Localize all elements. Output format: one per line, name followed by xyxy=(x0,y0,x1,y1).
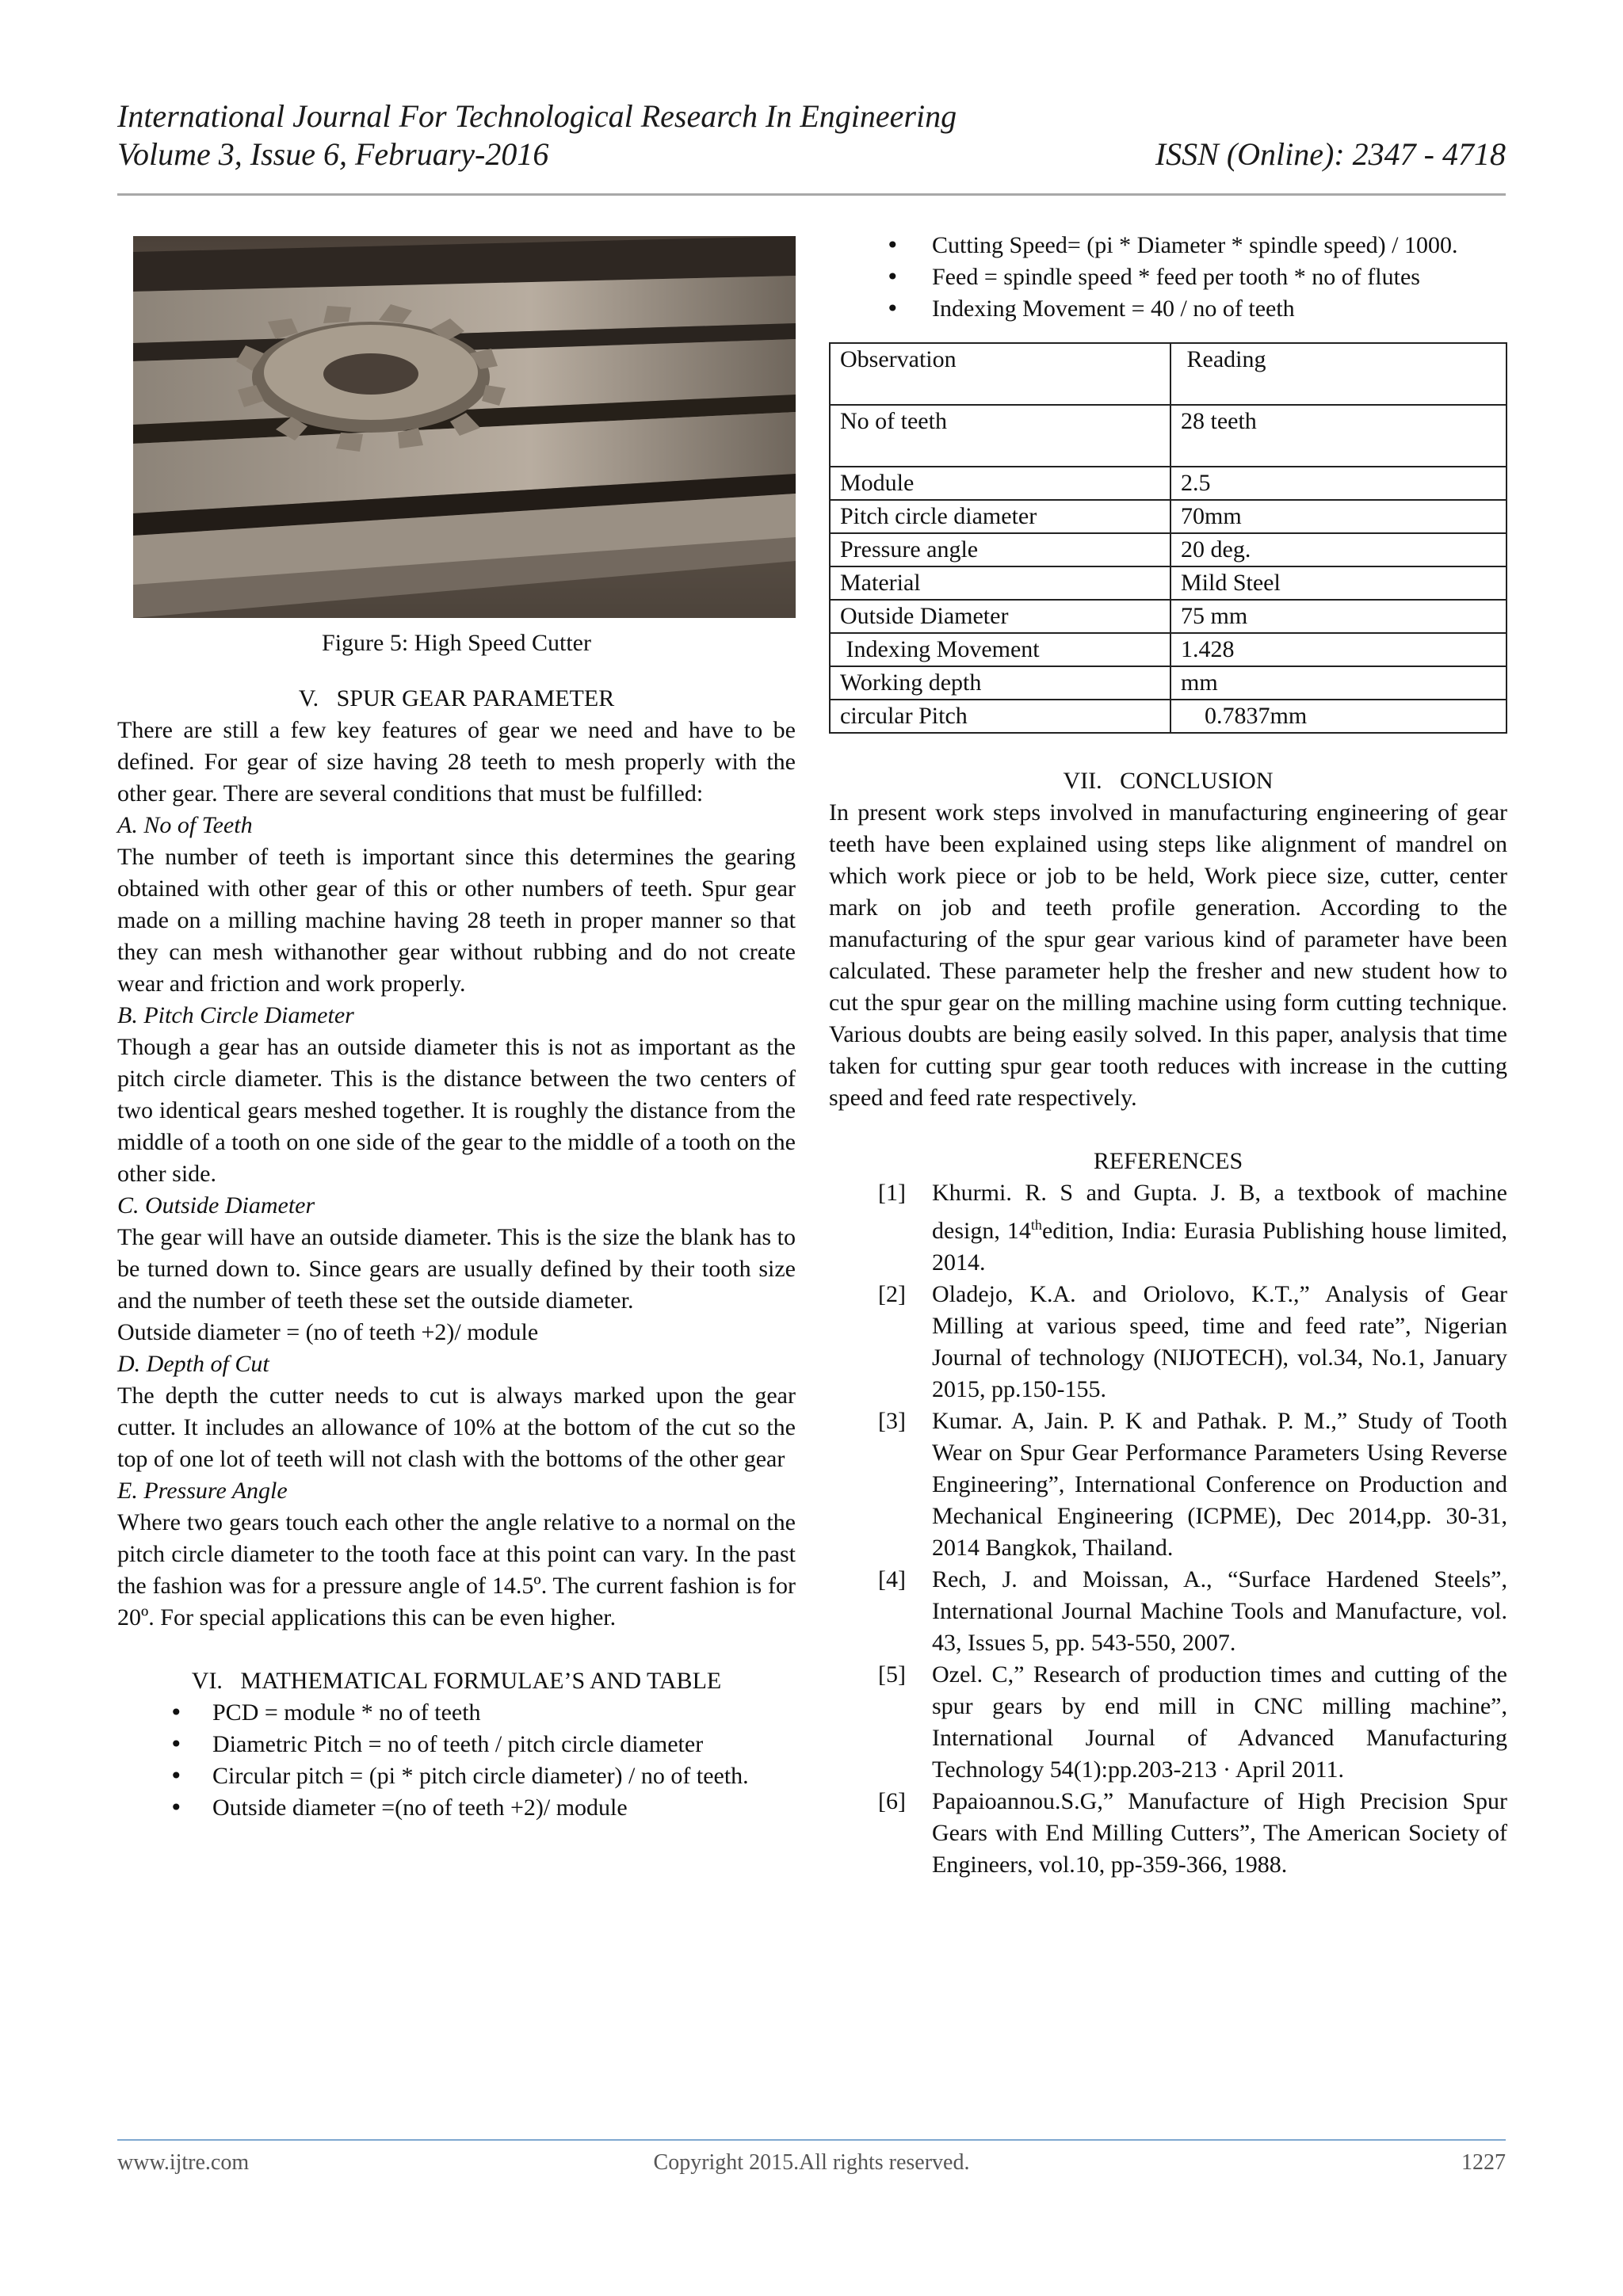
table-cell: 1.428 xyxy=(1170,633,1507,666)
reference-item xyxy=(829,1786,1507,1881)
table-cell: 20 deg. xyxy=(1170,533,1507,566)
table-cell: Outside Diameter xyxy=(830,600,1170,633)
section-heading-spur-gear: V. SPUR GEAR PARAMETER xyxy=(298,685,615,711)
formula-item: • Outside diameter =(no of teeth +2)/ module xyxy=(117,1792,796,1824)
left-column xyxy=(117,230,796,1824)
observation-table xyxy=(829,342,1507,734)
table-row xyxy=(830,666,1507,700)
reference-text: Rech, J. and Moissan, A., “Surface Hardened Steels”, International Journal Machine Tools and Manufacture, vol. 43, Issues 5, pp. 543-550, 2007. xyxy=(932,1566,1507,1656)
table-row xyxy=(830,600,1507,633)
reference-item xyxy=(829,1279,1507,1405)
formula-item: • PCD = module * no of teeth xyxy=(117,1697,796,1729)
page-number: 1227 xyxy=(1461,2150,1506,2175)
paragraph-depth-of-cut: The depth the cutter needs to cut is always marked upon the gear cutter. It includes an allowance of 10% at the bottom of the cut so the top of one lot of teeth will not clash with the bottoms of the other gear xyxy=(117,1383,796,1472)
reference-text: Oladejo, K.A. and Oriolovo, K.T.,” Analysis of Gear Milling at various speed, time and feed rate”, Nigerian Journal of technology (NIJOTECH), vol.34, No.1, January 2015, pp.150-155. xyxy=(932,1281,1507,1402)
reference-number: [2] xyxy=(878,1281,906,1307)
table-row xyxy=(830,405,1507,467)
table-cell: Pitch circle diameter xyxy=(830,500,1170,533)
paragraph-pressure-angle: Where two gears touch each other the angle relative to a normal on the pitch circle diameter to the tooth face at this point can vary. In the past the fashion was for a pressure angle of 14.5º. The current fashion is for 20º. For special applications this can be even higher. xyxy=(117,1509,796,1630)
figure-high-speed-cutter-photo xyxy=(133,236,796,618)
table-cell: circular Pitch xyxy=(830,700,1170,733)
formula-list-continued xyxy=(829,230,1507,325)
subheading-depth-of-cut: D. Depth of Cut xyxy=(117,1351,269,1377)
reference-number: [1] xyxy=(878,1180,906,1206)
table-cell: 70mm xyxy=(1170,500,1507,533)
section-heading-conclusion: VII. CONCLUSION xyxy=(1063,768,1274,794)
right-column xyxy=(829,230,1507,1881)
paragraph-outside-diameter: The gear will have an outside diameter. This is the size the blank has to be turned down to. Since gears are usually defined by their tooth size and the number of teeth these set the outside diameter. xyxy=(117,1224,796,1314)
table-cell: 28 teeth xyxy=(1170,405,1507,467)
paragraph-pitch-circle: Though a gear has an outside diameter this is not as important as the pitch circle diameter. This is the distance between the two centers of two identical gears meshed together. It is roughly the distance from the middle of a tooth on one side of the gear to the middle of a tooth on the other side. xyxy=(117,1034,796,1187)
reference-number: [5] xyxy=(878,1661,906,1688)
formula-item: • Cutting Speed= (pi * Diameter * spindle speed) / 1000. xyxy=(829,230,1507,261)
table-cell: Module xyxy=(830,467,1170,500)
figure-caption: Figure 5: High Speed Cutter xyxy=(322,630,591,656)
reference-text: Khurmi. R. S and Gupta. J. B, a textbook of machine design, 14 xyxy=(932,1180,1507,1244)
table-cell: Working depth xyxy=(830,666,1170,700)
reference-item xyxy=(829,1564,1507,1659)
section-intro: There are still a few key features of gear we need and have to be defined. For gear of size having 28 teeth to mesh properly with the other gear. There are several conditions that must be fulfilled: xyxy=(117,717,796,807)
table-header-cell: Observation xyxy=(830,343,1170,405)
header-divider xyxy=(117,193,1506,196)
table-cell: Indexing Movement xyxy=(830,633,1170,666)
table-cell: mm xyxy=(1170,666,1507,700)
reference-list xyxy=(829,1177,1507,1881)
section-heading-formulae: VI. MATHEMATICAL FORMULAE’S AND TABLE xyxy=(191,1668,722,1694)
footer-divider xyxy=(117,2139,1506,2141)
table-header-row xyxy=(830,343,1507,405)
table-cell: 2.5 xyxy=(1170,467,1507,500)
table-cell: Mild Steel xyxy=(1170,566,1507,600)
table-row xyxy=(830,467,1507,500)
paragraph-conclusion: In present work steps involved in manufacturing engineering of gear teeth have been explained using steps like alignment of mandrel on which work piece or job to be held, Work piece size, cutter, center mark on job and teeth profile generation. According to the manufacturing of the spur gear various kind of parameter have been calculated. These parameter help the fresher and new student how to cut the spur gear on the milling machine using form cutting technique. Various doubts are being easily solved. In this paper, analysis that time taken for cutting spur gear tooth reduces with increase in the cutting speed and feed rate respectively. xyxy=(829,799,1507,1111)
journal-volume: Volume 3, Issue 6, February-2016 xyxy=(117,136,549,172)
formula-list xyxy=(117,1697,796,1824)
table-row xyxy=(830,533,1507,566)
table-row xyxy=(830,700,1507,733)
subheading-pressure-angle: E. Pressure Angle xyxy=(117,1478,288,1504)
journal-issn: ISSN (Online): 2347 - 4718 xyxy=(1155,136,1506,172)
reference-superscript: th xyxy=(1030,1217,1042,1233)
table-row xyxy=(830,566,1507,600)
table-row xyxy=(830,500,1507,533)
formula-item: • Diametric Pitch = no of teeth / pitch circle diameter xyxy=(117,1729,796,1760)
formula-item: • Feed = spindle speed * feed per tooth * no of flutes xyxy=(829,261,1507,293)
footer-copyright: Copyright 2015.All rights reserved. xyxy=(653,2150,970,2175)
reference-text: Papaioannou.S.G,” Manufacture of High Precision Spur Gears with End Milling Cutters”, The American Society of Engineers, vol.10, pp-359-366, 1988. xyxy=(932,1788,1507,1878)
table-cell: 75 mm xyxy=(1170,600,1507,633)
reference-number: [3] xyxy=(878,1408,906,1434)
subheading-pitch-circle: B. Pitch Circle Diameter xyxy=(117,1002,354,1028)
reference-item xyxy=(829,1177,1507,1279)
subheading-outside-diameter: C. Outside Diameter xyxy=(117,1192,315,1219)
references-heading: REFERENCES xyxy=(1093,1148,1243,1174)
table-row xyxy=(830,633,1507,666)
reference-number: [6] xyxy=(878,1788,906,1814)
paragraph-no-of-teeth: The number of teeth is important since this determines the gearing obtained with other gear of this or other numbers of teeth. Spur gear made on a milling machine having 28 teeth in proper manner so that they can mesh withanother gear without rubbing and do not create wear and friction and work properly. xyxy=(117,844,796,997)
reference-text: Kumar. A, Jain. P. K and Pathak. P. M.,” Study of Tooth Wear on Spur Gear Performance Parameters Using Reverse Engineering”, International Conference on Production and Mechanical Engineering (ICPME), Dec 2014,pp. 30-31, 2014 Bangkok, Thailand. xyxy=(932,1408,1507,1561)
formula-outside-diameter: Outside diameter = (no of teeth +2)/ module xyxy=(117,1319,539,1345)
journal-title: International Journal For Technological Research In Engineering xyxy=(117,98,957,134)
table-cell: No of teeth xyxy=(830,405,1170,467)
reference-text: edition, India: Eurasia Publishing house limited, 2014. xyxy=(932,1218,1507,1276)
table-cell: Pressure angle xyxy=(830,533,1170,566)
table-cell: Material xyxy=(830,566,1170,600)
reference-text: Ozel. C,” Research of production times and cutting of the spur gears by end mill in CNC milling machine”, International Journal of Advanced Manufacturing Technology 54(1):pp.203-213 · April 2011. xyxy=(932,1661,1507,1783)
reference-number: [4] xyxy=(878,1566,906,1592)
footer-website-link[interactable]: www.ijtre.com xyxy=(117,2150,250,2175)
reference-item xyxy=(829,1659,1507,1786)
reference-item xyxy=(829,1405,1507,1564)
formula-item: • Circular pitch = (pi * pitch circle diameter) / no of teeth. xyxy=(117,1760,796,1792)
formula-item: • Indexing Movement = 40 / no of teeth xyxy=(829,293,1507,325)
table-cell: 0.7837mm xyxy=(1170,700,1507,733)
subheading-no-of-teeth: A. No of Teeth xyxy=(117,812,253,838)
table-header-cell: Reading xyxy=(1170,343,1507,405)
